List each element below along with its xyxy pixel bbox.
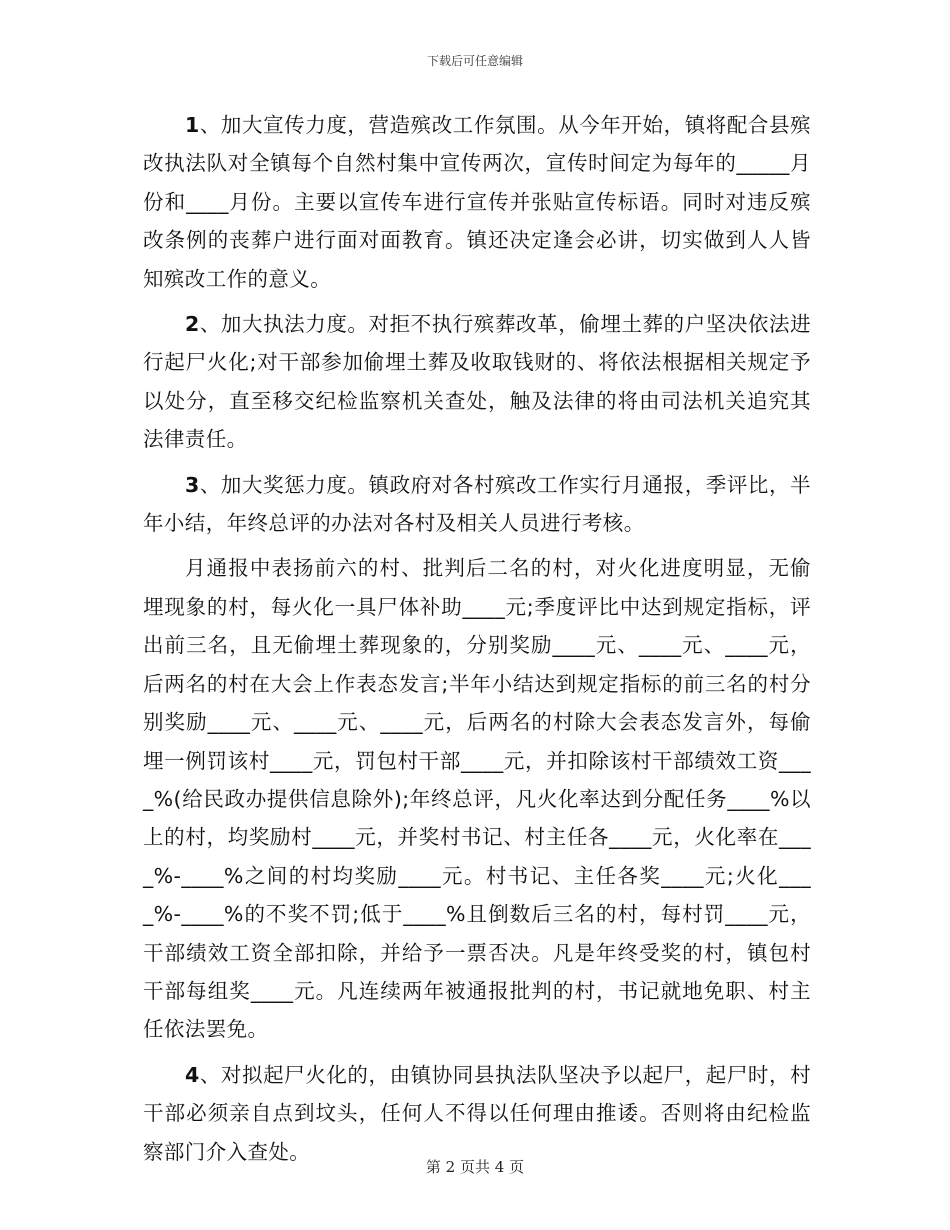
paragraph-number: 1 bbox=[185, 113, 200, 137]
paragraph-text: 、对拟起尸火化的，由镇协同县执法队坚决予以起尸，起尸时，村干部必须亲自点到坟头，任何人不得以任何理由推诿。否则将由纪检监察部门介入查处。 bbox=[143, 1062, 811, 1164]
paragraph-number: 3 bbox=[185, 472, 200, 497]
paragraph-text: 、加大奖惩力度。镇政府对各村殡改工作实行月通报，季评比，半年小结，年终总评的办法对各村及相关人员进行考核。 bbox=[143, 472, 811, 536]
paragraph-text: 、加大执法力度。对拒不执行殡葬改革，偷埋土葬的户坚决依法进行起尸火化;对干部参加偷埋土葬及收取钱财的、将依法根据相关规定予以处分，直至移交纪检监察机关查处，触及法律的将由司法机关追究其法律责任。 bbox=[143, 312, 811, 452]
paragraph-number: 2 bbox=[185, 312, 200, 337]
paragraph-number: 4 bbox=[185, 1062, 200, 1087]
paragraph-text: 月通报中表扬前六的村、批判后二名的村，对火化进度明显，无偷埋现象的村，每火化一具尸体补助____元;季度评比中达到规定指标，评出前三名，且无偷埋土葬现象的，分别奖励____元、____元、____元，后两名的村在大会上作表态发言;半年小结达到规定指标的前三名的村分别奖励____元、____元、____元，后两名的村除大会表态发言外，每偷埋一例罚该村____元，罚包村干部____元，并扣除该村干部绩效工资____%(给民政办提供信息除外);年终总评，凡火化率达到分配任务____%以上的村，均奖励村____元，并奖村书记、村主任各____元，火化率在____%-____%之间的村均奖励____元。村书记、主任各奖____元;火化____%-____%的不奖不罚;低于____%且倒数后三名的村，每村罚____元，干部绩效工资全部扣除，并给予一票否决。凡是年终受奖的村，镇包村干部每组奖____元。凡连续两年被通报批判的村，书记就地免职、村主任依法罢免。 bbox=[143, 556, 811, 1042]
paragraph-3 bbox=[143, 466, 811, 543]
document-body bbox=[143, 106, 811, 1178]
page-header: 下载后可任意编辑 bbox=[426, 54, 523, 68]
paragraph-1 bbox=[143, 106, 811, 298]
page-footer: 第 2 页共 4 页 bbox=[425, 1158, 525, 1176]
paragraph-rewards bbox=[143, 549, 811, 1048]
paragraph-4 bbox=[143, 1056, 811, 1171]
paragraph-text: 、加大宣传力度，营造殡改工作氛围。从今年开始，镇将配合县殡改执法队对全镇每个自然村集中宣传两次，宣传时间定为每年的_____月份和____月份。主要以宣传车进行宣传并张贴宣传标语。同时对违反殡改条例的丧葬户进行面对面教育。镇还决定逢会必讲，切实做到人人皆知殡改工作的意义。 bbox=[143, 113, 811, 291]
paragraph-2 bbox=[143, 305, 811, 459]
